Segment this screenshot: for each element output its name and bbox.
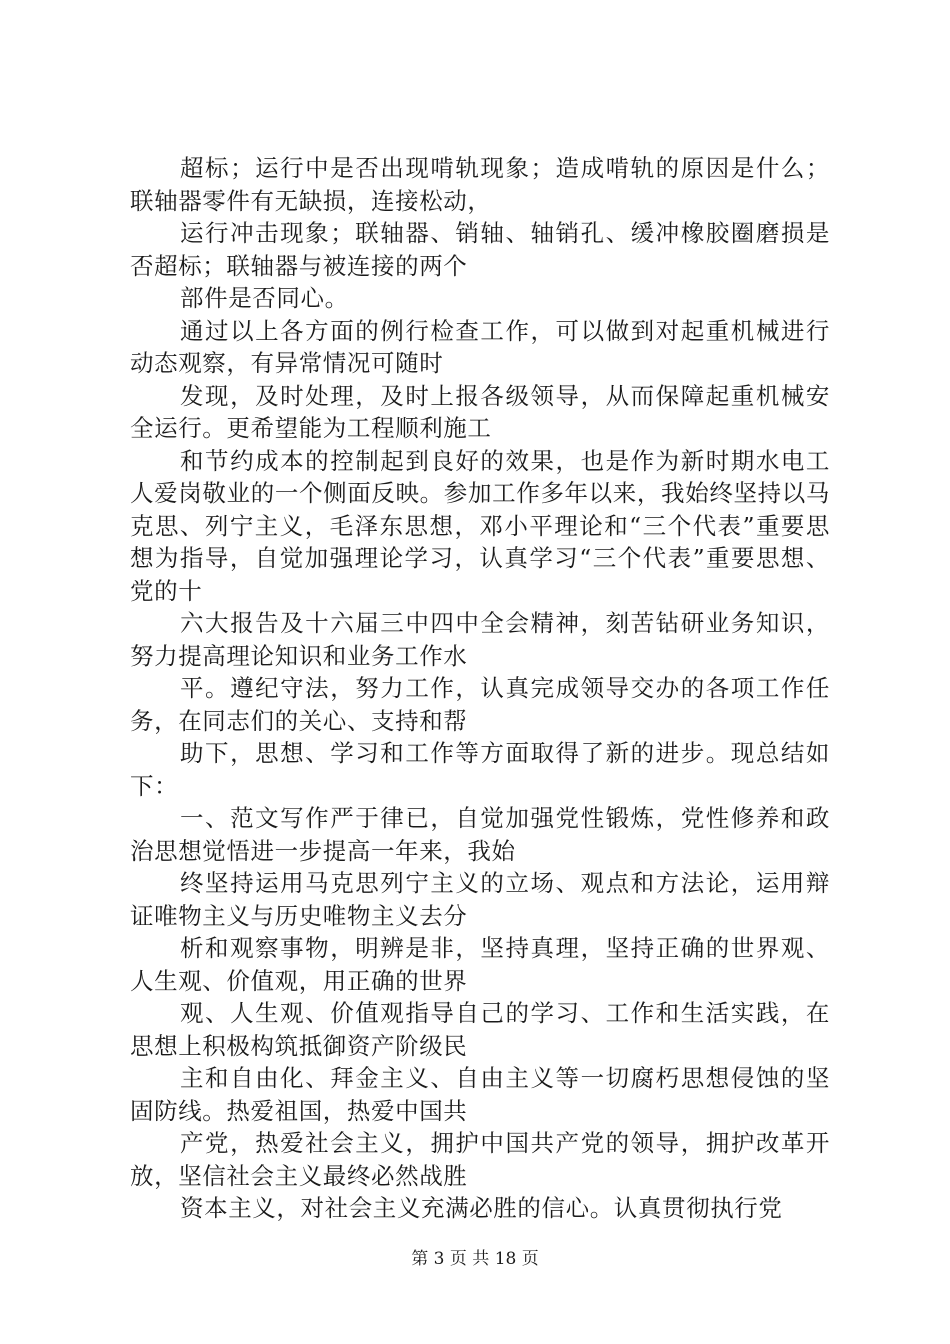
- paragraph: 六大报告及十六届三中四中全会精神，刻苦钻研业务知识，努力提高理论知识和业务工作水: [130, 609, 830, 670]
- paragraph: 析和观察事物，明辨是非，坚持真理，坚持正确的世界观、人生观、价值观，用正确的世界: [130, 934, 830, 995]
- document-body: [130, 152, 830, 1225]
- paragraph: 平。遵纪守法，努力工作，认真完成领导交办的各项工作任务，在同志们的关心、支持和帮: [130, 674, 830, 735]
- paragraph: 助下，思想、学习和工作等方面取得了新的进步。现总结如下：: [130, 739, 830, 800]
- paragraph: 发现，及时处理，及时上报各级领导，从而保障起重机械安全运行。更希望能为工程顺利施工: [130, 381, 830, 442]
- paragraph: 资本主义，对社会主义充满必胜的信心。认真贯彻执行党: [180, 1194, 783, 1222]
- paragraph: 观、人生观、价值观指导自己的学习、工作和生活实践，在思想上积极构筑抵御资产阶级民: [130, 999, 830, 1060]
- paragraph: 一、范文写作严于律已，自觉加强党性锻炼，党性修养和政治思想觉悟进一步提高一年来，我始: [130, 804, 830, 865]
- paragraph: 主和自由化、拜金主义、自由主义等一切腐朽思想侵蚀的坚固防线。热爱祖国，热爱中国共: [130, 1064, 830, 1125]
- page-number-footer: 第 3 页 共 18 页: [411, 1249, 539, 1269]
- paragraph: 通过以上各方面的例行检查工作，可以做到对起重机械进行动态观察，有异常情况可随时: [130, 316, 830, 377]
- paragraph: 产党，热爱社会主义，拥护中国共产党的领导，拥护改革开放，坚信社会主义最终必然战胜: [130, 1129, 830, 1190]
- paragraph: 运行冲击现象；联轴器、销轴、轴销孔、缓冲橡胶圈磨损是否超标；联轴器与被连接的两个: [130, 219, 830, 280]
- paragraph: 超标；运行中是否出现啃轨现象；造成啃轨的原因是什么；联轴器零件有无缺损，连接松动，: [130, 154, 830, 215]
- paragraph: 部件是否同心。: [180, 284, 349, 312]
- paragraph: 和节约成本的控制起到良好的效果，也是作为新时期水电工人爱岗敬业的一个侧面反映。参加工作多年以来，我始终坚持以马克思、列宁主义，毛泽东思想，邓小平理论和“三个代表”重要思想为指导，自觉加强理论学习，认真学习“三个代表”重要思想、党的十: [130, 446, 830, 605]
- paragraph: 终坚持运用马克思列宁主义的立场、观点和方法论，运用辩证唯物主义与历史唯物主义去分: [130, 869, 830, 930]
